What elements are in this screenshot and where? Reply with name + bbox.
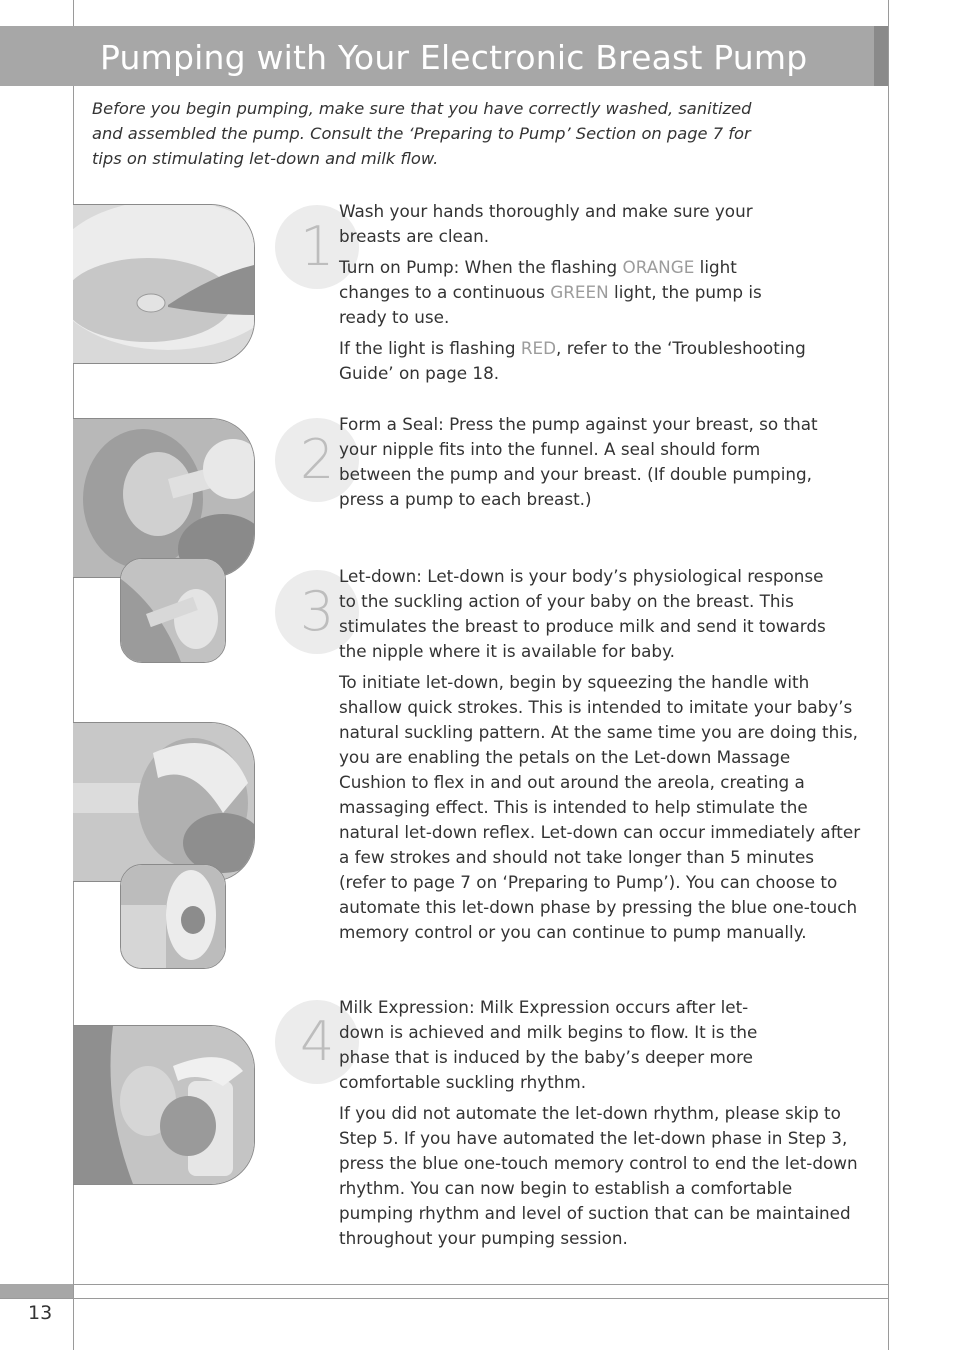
header-tab <box>874 26 888 86</box>
intro-text: Before you begin pumping, make sure that you have correctly washed, sanitized and assembled the pump. Consult the ‘Preparing to Pump’ Section on page 7 for tips on stimulating let-down and milk flow. <box>92 99 752 168</box>
step-3-paragraph-2: To initiate let-down, begin by squeezing the handle with shallow quick strokes. This is intended to imitate your baby’s natural suckling pattern. At the same time you are doing this, you are enabling the petals on the Let-down Massage Cushion to flex in and out around the areola, creating a massaging effect. This is intended to help stimulate the natural let-down reflex. Let-down can occur immediately after a few strokes and should not take longer than 5 minutes (refer to page 7 on ‘Preparing to Pump’). You can choose to automate this let-down phase by pressing the blue one-touch memory control or you can continue to pump manually. <box>339 672 861 942</box>
step-3-inset-photo <box>120 864 226 969</box>
step-3-photo <box>73 722 255 882</box>
step-1-paragraph-3 <box>339 336 834 386</box>
red-label: RED <box>520 338 557 358</box>
step-4-text <box>339 995 864 1257</box>
step-2-inset-photo <box>120 558 226 663</box>
page-title: Pumping with Your Electronic Breast Pump <box>100 38 808 77</box>
step-3-number: 3 <box>300 580 335 643</box>
step-1-text <box>339 199 819 392</box>
step-3-paragraph-1: Let-down: Let-down is your body’s physiological response to the suckling action of your baby on the breast. This stimulates the breast to produce milk and send it towards the nipple where it is available for baby. <box>339 566 826 661</box>
step-1-text-part: If the light is flashing <box>339 338 521 358</box>
step-1-number: 1 <box>300 215 335 278</box>
orange-label: ORANGE <box>622 257 695 277</box>
step-1-text-part: Turn on Pump: When the flashing <box>339 257 623 277</box>
step-4-photo <box>73 1025 255 1185</box>
footer-rule-bottom <box>0 1298 889 1299</box>
step-1-text-part: light changes to a continuous <box>339 257 737 302</box>
step-1-paragraph-1: Wash your hands thoroughly and make sure your breasts are clean. <box>339 201 753 246</box>
footer-band <box>0 1284 73 1298</box>
step-2-photo <box>73 418 255 578</box>
page-number: 13 <box>28 1302 53 1324</box>
step-2-paragraph-1: Form a Seal: Press the pump against your breast, so that your nipple fits into the funnel. A seal should form between the pump and your breast. (If double pumping, press a pump to each breast.) <box>339 414 818 509</box>
green-label: GREEN <box>550 282 609 302</box>
step-1-text-part: light, the pump is ready to use. <box>339 282 762 327</box>
step-2-number: 2 <box>300 428 335 491</box>
footer-rule-top <box>73 1284 889 1285</box>
step-4-paragraph-1: Milk Expression: Milk Expression occurs after let-down is achieved and milk begins to flow. It is the phase that is induced by the baby’s deeper more comfortable suckling rhythm. <box>339 997 758 1092</box>
step-3-text <box>339 564 861 951</box>
step-4-number: 4 <box>300 1010 335 1073</box>
step-1-photo <box>73 204 255 364</box>
right-margin-line <box>888 0 889 1350</box>
step-1-text-part: , refer to the ‘Troubleshooting Guide’ on page 18. <box>339 338 806 383</box>
step-1-paragraph-2 <box>339 255 809 330</box>
step-2-text <box>339 412 834 518</box>
step-4-paragraph-2: If you did not automate the let-down rhythm, please skip to Step 5. If you have automated the let-down phase in Step 3, press the blue one-touch memory control to end the let-down rhythm. You can now begin to establish a comfortable pumping rhythm and level of suction that can be maintained throughout your pumping session. <box>339 1103 858 1248</box>
